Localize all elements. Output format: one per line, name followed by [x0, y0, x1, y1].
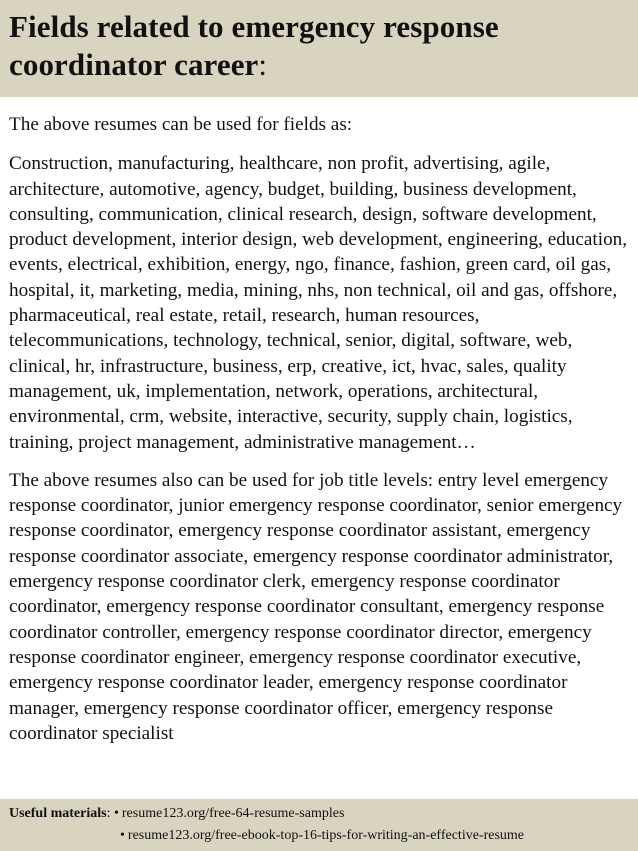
intro-text: The above resumes can be used for fields as:	[9, 114, 353, 135]
job-titles-text: The above resumes also can be used for job title levels: entry level emergency response coordinator, junior emergency response coordinator, senior emergency response coordinator, emergency response coordinator assistant, emergency response coordinator associate, emergency response coordinator administrator, emergency response coordinator clerk, emergency response coordinator coordinator, emergency response coordinator consultant, emergency response coordinator controller, emergency response coordinator director, emergency response coordinator engineer, emergency response coordinator executive, emergency response coordinator leader, emergency response coordinator manager, emergency response coordinator officer, emergency response coordinator specialist	[9, 469, 623, 744]
footer-row-1	[9, 804, 638, 824]
main-content	[9, 112, 634, 799]
useful-materials-label: Useful materials	[9, 806, 107, 821]
fields-list-text: Construction, manufacturing, healthcare, non profit, advertising, agile, architecture, automotive, agency, budget, building, business development, consulting, communication, clinical research, design, software development, product development, interior design, web development, engineering, education, events, electrical, exhibition, energy, ngo, finance, fashion, green card, oil gas, hospital, it, marketing, media, mining, nhs, non technical, oil and gas, offshore, pharmaceutical, real estate, retail, research, human resources, telecommunications, technology, technical, senior, digital, software, web, clinical, hr, infrastructure, business, erp, creative, ict, hvac, sales, quality management, uk, implementation, network, operations, architectural, environmental, crm, website, interactive, security, supply chain, logistics, training, project management, administrative management…	[9, 153, 628, 453]
footer-row-2	[9, 826, 638, 846]
title-banner	[0, 0, 638, 97]
resource-link-2[interactable]: resume123.org/free-ebook-top-16-tips-for-writing-an-effective-resume	[127, 828, 525, 843]
page-title-text: Fields related to emergency response coordinator career	[9, 9, 499, 82]
resource-link-1[interactable]: resume123.org/free-64-resume-samples	[121, 806, 345, 821]
bullet-icon: •	[120, 828, 125, 843]
page-title-colon: :	[258, 47, 268, 82]
useful-materials-colon: :	[106, 806, 111, 821]
useful-materials-footer	[0, 799, 638, 851]
page-title	[9, 8, 628, 84]
bullet-icon: •	[113, 806, 119, 821]
